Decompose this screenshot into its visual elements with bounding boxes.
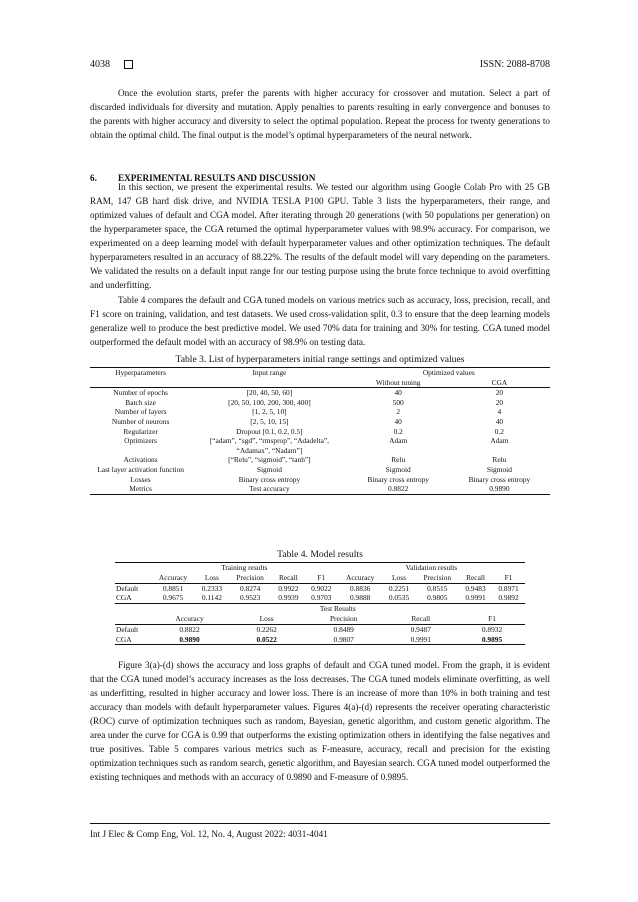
t3-header-range: Input range (191, 368, 347, 378)
table-row: Batch size [20, 50, 100, 200, 300, 400] 500 20 (125, 397, 504, 407)
table-row: Last layer activation function Sigmoid Sigmoid Sigmoid (97, 464, 512, 474)
t4-test-label: Test Results (319, 604, 356, 614)
running-header (90, 59, 550, 73)
table-row: Optimizers [“adam”, “sgd”, “rmsprop”, “Adadelta”, Adam Adam (124, 436, 509, 446)
table-row: Regularizer Dropout [0.1, 0.2, 0.5] 0.2 0.2 (123, 426, 505, 436)
t4-validation-label: Validation results (338, 563, 525, 573)
paragraph-4: Figure 3(a)-(d) shows the accuracy and loss graphs of default and CGA tuned model. From the graph, it is evident that the CGA tuned model’s accuracy increases as the loss decreases. The CGA tuned models eliminate overfitting, as well as underfitting, resulted in higher accuracy and lower loss. There is an increase of more than 10% in both training and test accuracy than models with default hyperparameter values. Figures 4(a)-(d) represents the receiver operating characteristic (ROC) curve of optimization techniques such as random, Bayesian, genetic algorithm, and custom genetic algorithm. The area under the curve for CGA is 0.99 that outperforms the existing optimization others in identifying the false negatives and true positives. Table 5 compares various metrics such as F-measure, accuracy, recall and precision for the existing optimization techniques such as random search, genetic algorithm, and Bayesian search. CGA tuned model outperformed the existing techniques and methods with an accuracy of 0.9890 and F-measure of 0.9895. (90, 660, 550, 782)
table-row: Number of neurons [2, 5, 10, 15] 40 40 (111, 416, 504, 426)
table-row: “Adamax”, “Nadam”] (236, 445, 303, 455)
paragraph-1: Once the evolution starts, prefer the parents with higher accuracy for crossover and mutation. Select a part of discarded individuals for diversity and mutation. Apply penalties to parents resulting in early convergence and bonuses to the parents with higher accuracy and diversity to select the optimal population. Repeat the process for twenty generations to obtain the optimal child. The final output is the model’s optimal hyperparameters of the neural network. (90, 88, 550, 140)
paragraph-3: Table 4 compares the default and CGA tuned models on various metrics such as accuracy, loss, precision, recall, and F1 score on training, validation, and test datasets. We used cross-validation split, 0.3 to ensure that the deep learning models generalize well to produce the best predictive model. We used 70% data for training and 30% for testing. CGA tuned model outperformed the default model with an accuracy of 98.9% on testing data. (90, 295, 550, 347)
table-row: Metrics Test accuracy 0.8822 0.9890 (90, 484, 550, 494)
t3-header-without: Without tuning (348, 378, 449, 388)
table-row: Number of layers [1, 2, 5, 10] 2 4 (114, 407, 502, 417)
paragraph-2: In this section, we present the experimental results. We tested our algorithm using Google Colab Pro with 25 GB RAM, 147 GB hard disk drive, and NVIDIA TESLA P100 GPU. Table 3 lists the hyperparameters, their range, and optimized values of default and CGA model. After iterating through 20 generations (with 50 populations per generation) on the hyperparameter space, the CGA returned the optimal hyperparameter values with 98.9% accuracy. For comparison, we experimented on a deep learning model with default hyperparameter values and other optimization techniques. The default hyperparameters resulted in an accuracy of 88.22%. The results of the default model will vary depending on the parameters. We validated the results on a default input range for our testing purpose using the brute force technique to avoid overfitting and underfitting. (90, 182, 550, 290)
t3-header-hyper: Hyperparameters (90, 368, 191, 378)
table-row: Activations [“Relu”, “sigmoid”, “tanh”] Relu Relu (123, 455, 507, 465)
issn: ISSN: 2088-8708 (479, 59, 550, 70)
table-row: CGA 0.9890 0.0522 0.9807 0.9991 0.9895 (115, 635, 525, 645)
page-number: 4038 (90, 59, 110, 70)
table-row: Number of epochs [20, 40, 50, 60] 40 20 (113, 388, 504, 398)
table-3 (90, 367, 550, 495)
t3-header-cga: CGA (449, 378, 550, 388)
table-row: Default 0.8851 0.2333 0.8274 0.9922 0.9022 0.8836 0.2251 0.8515 0.9483 0.8971 (116, 583, 519, 593)
square-icon (124, 60, 133, 69)
running-footer: Int J Elec & Comp Eng, Vol. 12, No. 4, August 2022: 4031-4041 (90, 829, 328, 839)
table3-caption: Table 3. List of hyperparameters initial range settings and optimized values (175, 354, 465, 365)
table-row: Losses Binary cross entropy Binary cross entropy Binary cross entropy (130, 474, 531, 484)
table-row: Default 0.8822 0.2262 0.8489 0.9487 0.8932 (116, 624, 503, 634)
table-row: CGA 0.9675 0.1142 0.9523 0.9939 0.9703 0.9888 0.0535 0.9805 0.9991 0.9892 (115, 593, 525, 603)
t4-training-label: Training results (151, 563, 338, 573)
footer-divider (90, 823, 550, 824)
table-4: Training results Validation results Accuracy Loss Precision Recall F1 Accuracy Loss Precision Recall F1 Default 0.8851 0.2333 0.8274 0.9922 0.9022 0.8836 0.2251 0.8515 0.9483 0.8971 CGA 0.9675 0.1142 0.9523 0.9939 0.9703 0.9888 0.0535 0.9805 0.9991 0.9892 Test Results Accuracy Loss Precision Recall F1 Default 0.8822 0.2262 0.8489 0.9487 0.8932 CGA 0.9890 0.0522 0.9807 0.9991 0.9895 (115, 562, 525, 645)
table4-caption: Table 4. Model results (277, 549, 363, 560)
section-heading: 6. EXPERIMENTAL RESULTS AND DISCUSSION (90, 173, 316, 183)
t3-header-optimized: Optimized values (348, 368, 550, 378)
